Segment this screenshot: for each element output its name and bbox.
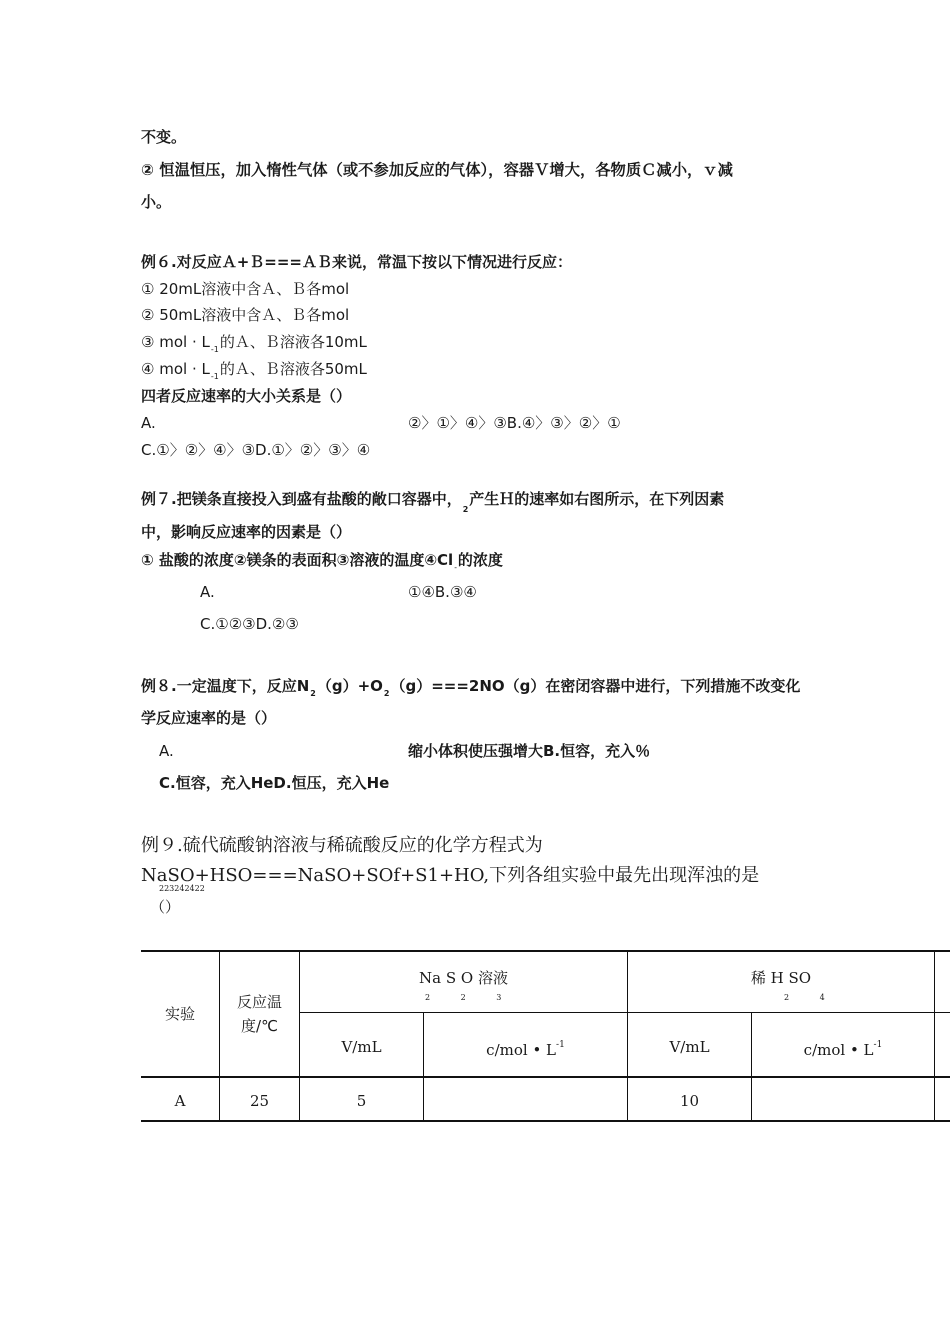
header-volume-2: V/mL: [669, 1038, 710, 1056]
example-8-options-cd: C.恒容，充入HeD.恒压，充入He: [159, 774, 390, 792]
option-label: A.: [159, 742, 174, 760]
header-concentration-1: [424, 1040, 627, 1063]
option-label: A.: [141, 414, 156, 432]
table-rule: [300, 1012, 950, 1013]
subscript: -: [454, 563, 457, 572]
example-9-equation: NaSO+HSO===NaSO+SOf+S1+HO,下列各组实验中最先出现浑浊的是: [141, 865, 760, 886]
subscript: -1: [210, 345, 219, 354]
header-volume-1: V/mL: [341, 1038, 382, 1056]
text-span: 的浓度: [457, 551, 503, 569]
example-7-options-ab: ①④B.③④: [408, 583, 477, 601]
text-span: （g）===2NO（g）在密闭容器中进行，下列措施不改变化: [390, 677, 801, 695]
example-7-factors: [141, 550, 503, 573]
example-7-title: [141, 489, 724, 512]
text-span: c/mol • L: [803, 1041, 874, 1059]
superscript: -1: [556, 1040, 565, 1050]
experiment-table: [141, 950, 950, 1122]
header-na2s2o3-subscripts: 2 2 3: [425, 993, 516, 1002]
example-6-options-ab: ②〉①〉④〉③B.④〉③〉②〉①: [408, 414, 621, 432]
cell-temperature: 25: [249, 1092, 270, 1110]
text-line: 不变。: [141, 128, 187, 146]
option-label: A.: [200, 583, 215, 601]
subscript: 2: [310, 689, 316, 698]
text-span: c/mol • L: [486, 1041, 557, 1059]
example-6-question: 四者反应速率的大小关系是（）: [141, 387, 352, 405]
text-span: ① 盐酸的浓度②镁条的表面积③溶液的温度④Cl: [141, 551, 454, 569]
example-7-options-cd: C.①②③D.②③: [200, 615, 299, 633]
subscript: 2: [462, 505, 469, 514]
example-6-title: 例６.对反应Ａ+Ｂ===ＡＢ来说，常温下按以下情况进行反应：: [141, 253, 572, 271]
example-9-title: 例９.硫代硫酸钠溶液与稀硫酸反应的化学方程式为: [141, 835, 543, 856]
table-rule: [423, 1012, 424, 1122]
table-rule: [934, 950, 935, 1122]
table-rule: [751, 1012, 752, 1122]
text-span: 产生Ｈ的速率如右图所示，在下列因素: [469, 490, 725, 508]
equation-subscripts: 223242422: [159, 884, 205, 893]
header-na2s2o3: Na S O 溶液: [419, 969, 508, 987]
text-span: ③ mol · L: [141, 333, 210, 351]
text-span: 例７.把镁条直接投入到盛有盐酸的敞口容器中，: [141, 490, 462, 508]
text-line: ② 恒温恒压，加入惰性气体（或不参加反应的气体），容器Ｖ增大，各物质Ｃ减小，ｖ减: [141, 161, 733, 179]
header-temperature-unit: 度/℃: [241, 1017, 278, 1035]
header-concentration-2: [752, 1040, 934, 1063]
header-h2so4-subscripts: 2 4: [784, 993, 839, 1002]
superscript: -1: [873, 1040, 883, 1050]
example-6-item-4: [141, 359, 367, 382]
subscript: -1: [210, 372, 219, 381]
cell-experiment: A: [174, 1092, 186, 1110]
table-rule: [141, 950, 950, 952]
text-span: 的Ａ、Ｂ溶液各10mL: [219, 333, 367, 351]
cell-volume-1: 5: [356, 1092, 367, 1110]
subscript: 2: [383, 689, 390, 698]
example-9-paren: （）: [150, 898, 181, 916]
example-6-options-cd: C.①〉②〉④〉③D.①〉②〉③〉④: [141, 441, 371, 459]
example-8-options-ab: 缩小体积使压强增大B.恒容，充入％: [408, 742, 651, 760]
example-6-item-1: ① 20mL溶液中含Ａ、Ｂ各mol: [141, 280, 350, 298]
text-span: 的Ａ、Ｂ溶液各50mL: [219, 360, 367, 378]
example-6-item-2: ② 50mL溶液中含Ａ、Ｂ各mol: [141, 306, 350, 324]
table-rule: [141, 1076, 950, 1078]
example-8-title: [141, 676, 800, 699]
example-7-line-2: 中，影响反应速率的因素是（）: [141, 523, 352, 541]
text-span: （g）+O: [316, 677, 383, 695]
header-experiment: 实验: [164, 1005, 195, 1023]
example-8-line-2: 学反应速率的是（）: [141, 709, 277, 727]
header-temperature: 反应温: [236, 993, 282, 1011]
text-span: 例８.一定温度下，反应N: [141, 677, 310, 695]
cell-volume-2: 10: [679, 1092, 700, 1110]
example-6-item-3: [141, 332, 367, 355]
text-span: ④ mol · L: [141, 360, 210, 378]
header-h2so4: 稀 H SO: [750, 969, 812, 987]
table-rule: [141, 1120, 950, 1122]
text-line: 小。: [141, 193, 172, 211]
